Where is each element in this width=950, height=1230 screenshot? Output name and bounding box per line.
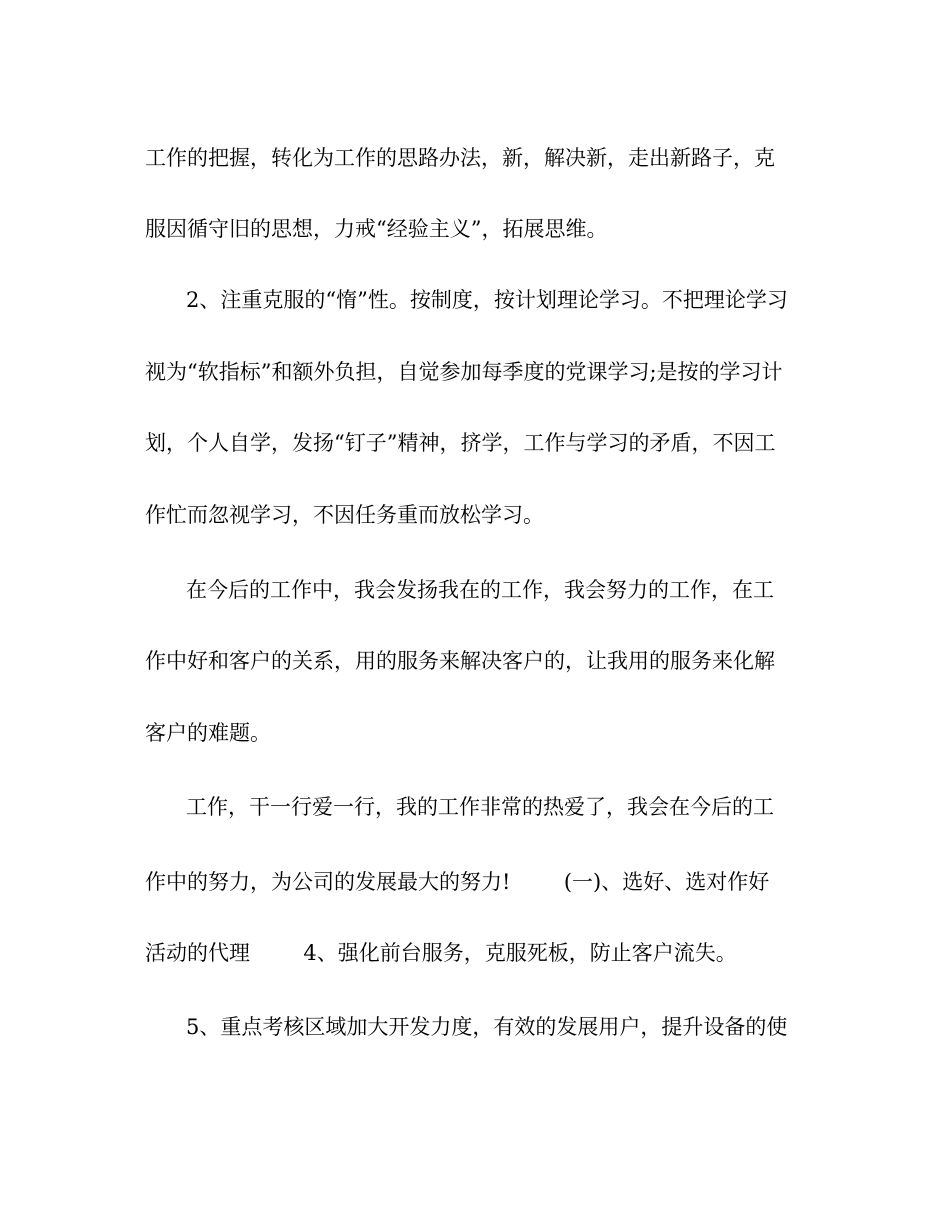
text-line-2: 服因循守旧的思想，力戒“经验主义”，拓展思维。 [145,217,608,241]
text-line-7: 在今后的工作中，我会发扬我在的工作，我会努力的工作，在工 [186,578,774,602]
text-line-9: 客户的难题。 [145,721,271,745]
text-line-12: 活动的代理 4、强化前台服务，克服死板，防止客户流失。 [145,941,737,965]
text-line-1: 工作的把握，转化为工作的思路办法，新，解决新，走出新路子，克 [145,146,775,170]
text-line-6: 作忙而忽视学习，不因任务重而放松学习。 [145,503,544,527]
text-line-5: 划，个人自学，发扬“钉子”精神，挤学，工作与学习的矛盾，不因工 [145,431,776,455]
text-line-13: 5、重点考核区域加大开发力度，有效的发展用户，提升设备的使 [186,1015,788,1039]
text-line-4: 视为“软指标”和额外负担，自觉参加每季度的党课学习;是按的学习计 [145,360,783,384]
text-line-3: 2、注重克服的“惰”性。按制度，按计划理论学习。不把理论学习 [186,288,788,312]
text-line-10: 工作，干一行爱一行，我的工作非常的热爱了，我会在今后的工 [186,795,774,819]
text-line-11: 作中的努力，为公司的发展最大的努力! (一)、选好、选对作好 [145,870,770,894]
text-line-8: 作中好和客户的关系，用的服务来解决客户的，让我用的服务来化解 [145,649,775,673]
